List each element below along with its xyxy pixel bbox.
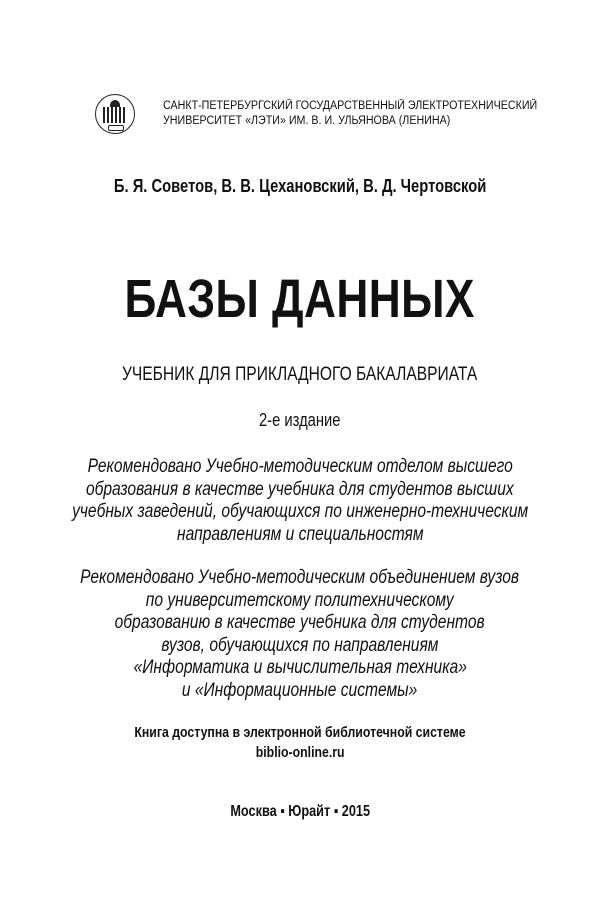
book-subtitle: УЧЕБНИК ДЛЯ ПРИКЛАДНОГО БАКАЛАВРИАТА [122, 364, 478, 385]
university-line-1: САНКТ-ПЕТЕРБУРГСКИЙ ГОСУДАРСТВЕННЫЙ ЭЛЕКТРОТЕХНИЧЕСКИЙ [163, 100, 538, 112]
university-logo [95, 94, 135, 134]
authors: Б. Я. Советов, В. В. Цехановский, В. Д. Чертовской [113, 176, 487, 196]
university-name [163, 99, 565, 129]
imprint: Москва ▪ Юрайт ▪ 2015 [230, 803, 370, 820]
book-title: БАЗЫ ДАННЫХ [124, 269, 476, 329]
availability-note: Книга доступна в электронной библиотечной системе biblio-online.ru [134, 724, 466, 761]
library-link: biblio-online.ru [255, 744, 345, 761]
university-line-2: УНИВЕРСИТЕТ «ЛЭТИ» ИМ. В. И. УЛЬЯНОВА (ЛЕНИНА) [163, 115, 451, 127]
edition: 2-е издание [259, 410, 341, 430]
recommendation-2: Рекомендовано Учебно-методическим объединением вузов по университетскому политехническому образованию в качестве учебника для студентов вузов, обучающихся по направлениям «Информатика и вычислительная техника» и «Информационные системы» [80, 567, 520, 701]
recommendation-1: Рекомендовано Учебно-методическим отделом высшего образования в качестве учебника для студентов высших учебных заведений, обучающихся по инженерно-техническим направлениям и специальностям [71, 456, 529, 545]
